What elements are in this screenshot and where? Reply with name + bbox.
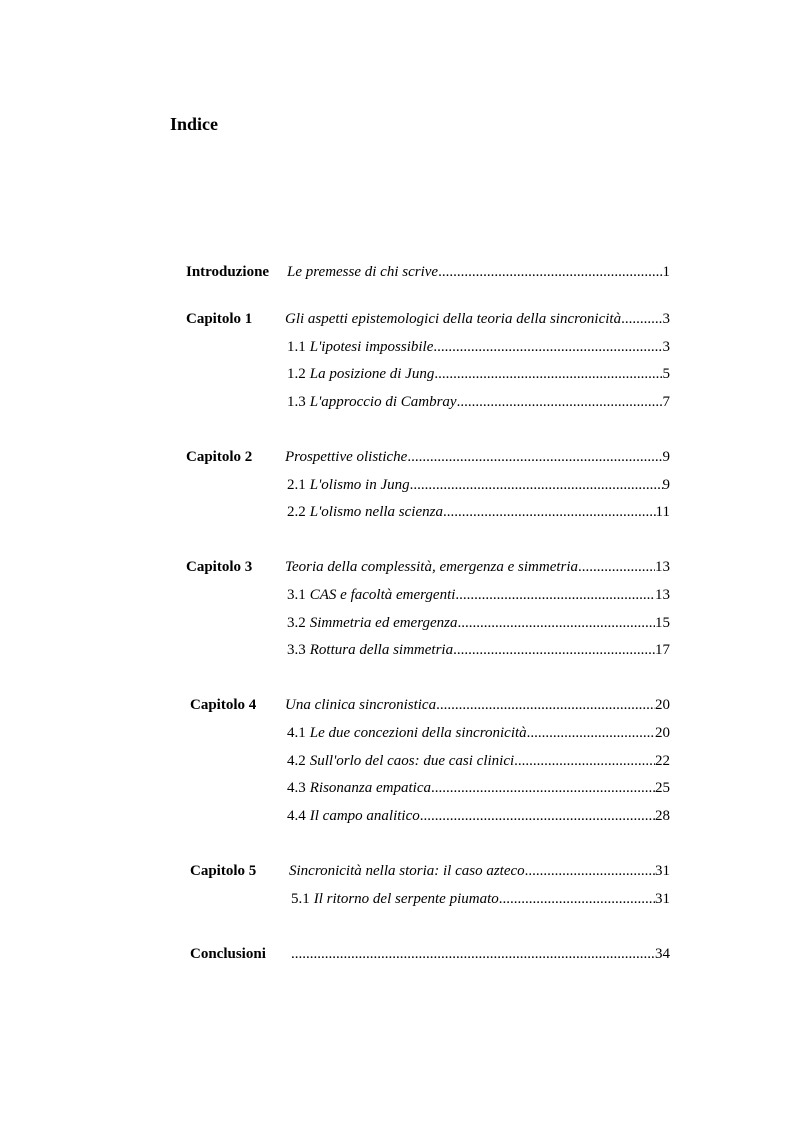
toc-page-number: 31 (655, 863, 670, 879)
toc-entry-title: Sincronicità nella storia: il caso azteco (289, 863, 525, 879)
dot-leader (431, 780, 655, 797)
dot-leader (455, 587, 655, 604)
dot-leader (433, 339, 662, 356)
toc-section-number: 4.3 (287, 780, 306, 796)
toc-entry-conclusioni[interactable] (291, 946, 670, 963)
toc-entry-title: Una clinica sincronistica (285, 697, 437, 713)
toc-entry-title: L'olismo in Jung (309, 477, 410, 493)
toc-entry-title: Rottura della simmetria (309, 642, 454, 658)
toc-entry-chapter-2[interactable] (285, 449, 670, 466)
toc-label-chapter-5: Capitolo 5 (190, 863, 257, 879)
toc-page-number: 20 (655, 725, 670, 741)
toc-label-chapter-4: Capitolo 4 (190, 697, 257, 713)
dot-leader (458, 615, 656, 632)
toc-label-introduzione: Introduzione (186, 264, 270, 280)
toc-label-conclusioni: Conclusioni (190, 946, 266, 962)
toc-page-number: 11 (655, 504, 670, 520)
page-title: Indice (170, 114, 219, 134)
toc-entry-4-1[interactable] (287, 725, 670, 742)
dot-leader (420, 808, 655, 825)
toc-entry-title: CAS e facoltà emergenti (309, 587, 456, 603)
dot-leader (453, 642, 655, 659)
toc-page-number: 22 (655, 753, 670, 769)
toc-page-number: 1 (662, 264, 670, 280)
toc-page-number: 5 (662, 366, 670, 382)
dot-leader (525, 863, 655, 880)
toc-entry-title: La posizione di Jung (309, 366, 435, 382)
dot-leader (291, 946, 655, 963)
toc-page-number: 13 (655, 559, 670, 575)
toc-entry-title: Sull'orlo del caos: due casi clinici (309, 753, 515, 769)
toc-entry-title: L'ipotesi impossibile (309, 339, 434, 355)
dot-leader (621, 311, 662, 328)
dot-leader (436, 697, 655, 714)
toc-entry-4-4[interactable] (287, 808, 670, 825)
dot-leader (410, 477, 663, 494)
toc-entry-1-1[interactable] (287, 339, 670, 356)
toc-page-number: 9 (662, 477, 670, 493)
toc-entry-chapter-4[interactable] (285, 697, 670, 714)
toc-page-number: 7 (662, 394, 670, 410)
toc-entry-title: Gli aspetti epistemologici della teoria della sincronicità (285, 311, 622, 327)
toc-entry-title: L'approccio di Cambray (309, 394, 457, 410)
toc-label-chapter-2: Capitolo 2 (186, 449, 253, 465)
toc-section-number: 1.1 (287, 339, 306, 355)
toc-entry-title: Prospettive olistiche (285, 449, 408, 465)
toc-section-number: 2.1 (287, 477, 306, 493)
toc-page-number: 28 (655, 808, 670, 824)
toc-entry-title: Teoria della complessità, emergenza e simmetria (285, 559, 579, 575)
toc-entry-title: Risonanza empatica (309, 780, 431, 796)
toc-section-number: 4.4 (287, 808, 306, 824)
toc-section-number: 3.3 (287, 642, 306, 658)
toc-page-number: 17 (655, 642, 670, 658)
toc-section-number: 1.2 (287, 366, 306, 382)
toc-entry-2-2[interactable] (287, 504, 670, 521)
toc-page-number: 13 (655, 587, 670, 603)
toc-entry-4-3[interactable] (287, 780, 670, 797)
toc-entry-3-3[interactable] (287, 642, 670, 659)
dot-leader (514, 753, 655, 770)
toc-entry-chapter-3[interactable] (285, 559, 670, 576)
toc-entry-5-1[interactable] (291, 891, 670, 908)
dot-leader (457, 394, 663, 411)
toc-section-number: 2.2 (287, 504, 306, 520)
toc-section-number: 4.1 (287, 725, 306, 741)
dot-leader (438, 264, 662, 281)
toc-label-chapter-3: Capitolo 3 (186, 559, 253, 575)
toc-entry-title: Le premesse di chi scrive (287, 264, 439, 280)
toc-label-chapter-1: Capitolo 1 (186, 311, 253, 327)
toc-section-number: 1.3 (287, 394, 306, 410)
toc-page-number: 3 (662, 339, 670, 355)
toc-entry-title: Il ritorno del serpente piumato (313, 891, 499, 907)
toc-page-number: 31 (655, 891, 670, 907)
toc-entry-chapter-5[interactable] (289, 863, 670, 880)
dot-leader (527, 725, 655, 742)
dot-leader (443, 504, 656, 521)
toc-page-number: 15 (655, 615, 670, 631)
toc-page-number: 3 (662, 311, 670, 327)
toc-entry-1-3[interactable] (287, 394, 670, 411)
toc-page-number: 20 (655, 697, 670, 713)
toc-entry-2-1[interactable] (287, 477, 670, 494)
toc-section-number: 3.1 (287, 587, 306, 603)
toc-entry-3-1[interactable] (287, 587, 670, 604)
toc-page-number: 34 (655, 946, 670, 962)
dot-leader (499, 891, 655, 908)
toc-section-number: 5.1 (291, 891, 310, 907)
toc-entry-introduzione[interactable] (287, 264, 670, 281)
toc-entry-title: Il campo analitico (309, 808, 420, 824)
toc-page-number: 9 (662, 449, 670, 465)
toc-section-number: 3.2 (287, 615, 306, 631)
toc-entry-4-2[interactable] (287, 753, 670, 770)
dot-leader (407, 449, 662, 466)
toc-entry-title: Le due concezioni della sincronicità (309, 725, 527, 741)
dot-leader (434, 366, 662, 383)
toc-entry-3-2[interactable] (287, 615, 670, 632)
toc-entry-title: L'olismo nella scienza (309, 504, 443, 520)
toc-section-number: 4.2 (287, 753, 306, 769)
toc-entry-title: Simmetria ed emergenza (309, 615, 458, 631)
toc-entry-1-2[interactable] (287, 366, 670, 383)
dot-leader (578, 559, 655, 576)
toc-page-number: 25 (655, 780, 670, 796)
toc-entry-chapter-1[interactable] (285, 311, 670, 328)
